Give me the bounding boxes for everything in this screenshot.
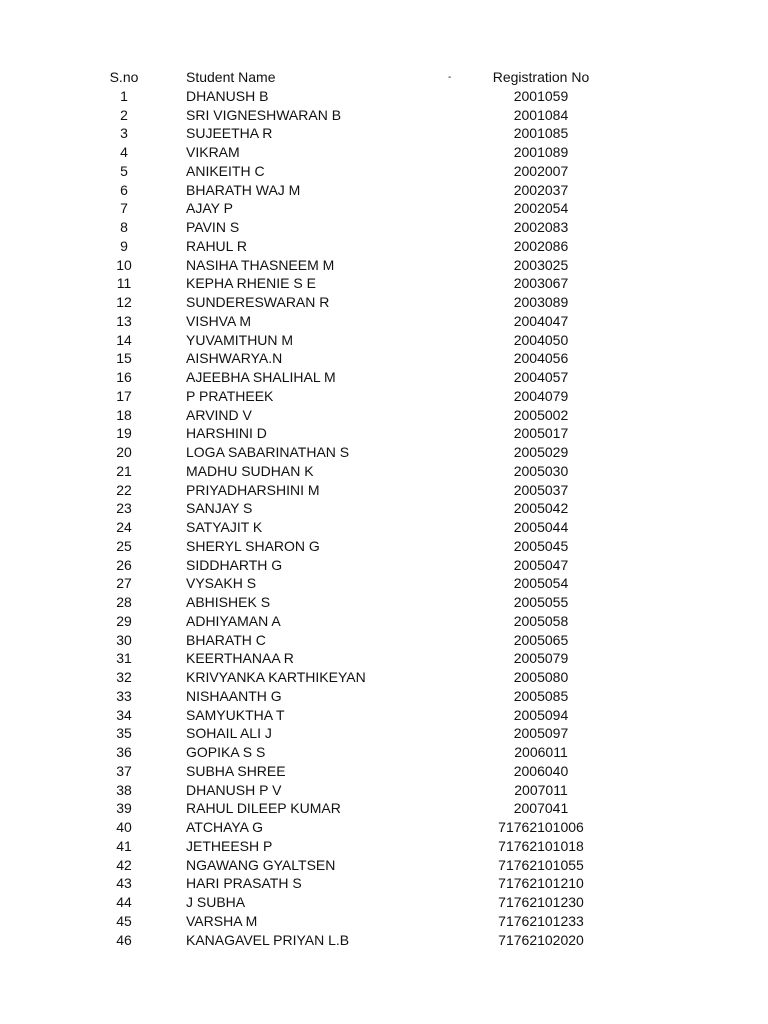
registration-no-cell: 2005029 (513, 444, 569, 460)
student-name-cell: RAHUL DILEEP KUMAR (186, 800, 341, 817)
table-row (0, 856, 768, 875)
student-name-cell: NASIHA THASNEEM M (186, 256, 335, 273)
table-row (0, 518, 768, 537)
sno-cell: 27 (116, 575, 132, 592)
table-row (0, 181, 768, 200)
registration-no-cell: 2003025 (513, 256, 569, 273)
sno-cell: 26 (116, 556, 132, 573)
sno-cell: 29 (116, 612, 132, 629)
table-row (0, 274, 768, 293)
registration-no-cell: 2005054 (513, 575, 569, 592)
table-row (0, 556, 768, 575)
sno-cell: 13 (116, 312, 132, 329)
student-list-sheet (0, 68, 768, 949)
student-name-cell: NGAWANG GYALTSEN (186, 856, 336, 873)
sno-cell: 45 (116, 912, 132, 929)
table-row (0, 912, 768, 931)
table-row (0, 124, 768, 143)
student-name-cell: YUVAMITHUN M (186, 331, 294, 348)
student-name-cell: HARSHINI D (186, 425, 267, 442)
table-row (0, 781, 768, 800)
table-row (0, 349, 768, 368)
student-name-cell: AJAY P (186, 200, 233, 217)
registration-no-cell: 2005037 (513, 481, 569, 498)
table-row (0, 406, 768, 425)
student-name-cell: JETHEESH P (186, 837, 273, 854)
table-row (0, 237, 768, 256)
registration-no-cell: 71762101055 (498, 856, 584, 873)
registration-no-cell: 2005045 (513, 537, 569, 554)
student-name-cell: RAHUL R (186, 237, 247, 254)
student-name-cell: ANIKEITH C (186, 162, 265, 179)
student-name-cell: KEERTHANAA R (186, 650, 294, 667)
registration-no-cell: 2001089 (513, 144, 569, 160)
sno-cell: 5 (120, 162, 128, 179)
registration-no-cell: 2005085 (513, 687, 569, 704)
table-row (0, 893, 768, 912)
table-header-row (0, 68, 768, 87)
student-name-cell: SUBHA SHREE (186, 762, 286, 779)
registration-no-cell: 2005079 (513, 650, 569, 667)
student-name-cell: VIKRAM (186, 144, 240, 160)
sno-cell: 33 (116, 687, 132, 704)
registration-no-cell: 2007041 (513, 800, 569, 817)
sno-cell: 43 (116, 875, 132, 892)
header-registration-no: Registration No (492, 69, 590, 85)
table-row (0, 668, 768, 687)
registration-no-cell: 2006011 (514, 744, 568, 760)
table-row (0, 443, 768, 462)
sno-cell: 32 (116, 669, 132, 685)
registration-no-cell: 2004056 (513, 350, 569, 367)
table-row (0, 743, 768, 762)
sno-cell: 30 (116, 631, 132, 648)
table-row (0, 593, 768, 612)
sno-cell: 39 (116, 800, 132, 817)
student-name-cell: GOPIKA S S (186, 744, 266, 760)
sno-cell: 21 (116, 462, 132, 479)
registration-no-cell: 2002054 (513, 200, 569, 217)
sno-cell: 1 (120, 87, 128, 104)
registration-no-cell: 2005097 (513, 725, 569, 742)
table-row (0, 687, 768, 706)
sno-cell: 42 (116, 856, 132, 873)
table-row (0, 143, 768, 162)
table-row (0, 631, 768, 650)
student-name-cell: ARVIND V (186, 406, 252, 423)
registration-no-cell: 2004057 (513, 369, 569, 385)
sno-cell: 18 (116, 406, 132, 423)
table-row (0, 574, 768, 593)
student-name-cell: DHANUSH B (186, 87, 269, 104)
student-name-cell: MADHU SUDHAN K (186, 462, 314, 479)
registration-no-cell: 2005042 (513, 500, 569, 517)
student-name-cell: AISHWARYA.N (186, 350, 283, 367)
student-name-cell: VISHVA M (186, 312, 252, 329)
table-row (0, 218, 768, 237)
student-name-cell: KEPHA RHENIE S E (186, 275, 316, 292)
registration-no-cell: 2006040 (513, 762, 569, 779)
sno-cell: 24 (116, 519, 132, 535)
registration-no-cell: 71762101018 (498, 837, 584, 854)
table-row (0, 162, 768, 181)
registration-no-cell: 2005065 (513, 631, 569, 648)
sno-cell: 8 (120, 219, 128, 235)
student-name-cell: LOGA SABARINATHAN S (186, 444, 350, 460)
table-row (0, 837, 768, 856)
sno-cell: 37 (116, 762, 132, 779)
table-row (0, 874, 768, 893)
header-student-name: Student Name (186, 69, 276, 85)
registration-no-cell: 2004047 (513, 312, 569, 329)
sno-cell: 17 (116, 387, 132, 404)
registration-no-cell: 2005080 (513, 669, 569, 685)
student-name-cell: KRIVYANKA KARTHIKEYAN (186, 669, 366, 685)
sno-cell: 16 (116, 369, 132, 385)
registration-no-cell: 2003067 (513, 275, 569, 292)
registration-no-cell: 2002037 (513, 181, 569, 198)
student-name-cell: ADHIYAMAN A (186, 612, 281, 629)
sno-cell: 4 (120, 144, 128, 160)
table-row (0, 762, 768, 781)
student-name-cell: BHARATH WAJ M (186, 181, 301, 198)
registration-no-cell: 2005047 (513, 556, 569, 573)
sno-cell: 22 (116, 481, 132, 498)
sno-cell: 40 (116, 819, 132, 835)
student-name-cell: VYSAKH S (186, 575, 257, 592)
student-name-cell: P PRATHEEK (186, 387, 274, 404)
table-row (0, 931, 768, 950)
student-name-cell: SRI VIGNESHWARAN B (186, 106, 342, 123)
registration-no-cell: 2005044 (513, 519, 569, 535)
table-row (0, 799, 768, 818)
student-name-cell: SATYAJIT K (186, 519, 263, 535)
sno-cell: 7 (120, 200, 128, 217)
registration-no-cell: 2001084 (513, 106, 569, 123)
table-row (0, 293, 768, 312)
sno-cell: 38 (116, 781, 132, 798)
sno-cell: 23 (116, 500, 132, 517)
student-name-cell: SANJAY S (186, 500, 253, 517)
table-row (0, 106, 768, 125)
table-row (0, 368, 768, 387)
student-name-cell: ATCHAYA G (186, 819, 264, 835)
student-name-cell: AJEEBHA SHALIHAL M (186, 369, 336, 385)
sno-cell: 44 (116, 894, 132, 910)
table-row (0, 424, 768, 443)
sno-cell: 2 (120, 106, 128, 123)
registration-no-cell: 71762102020 (498, 931, 584, 948)
student-name-cell: NISHAANTH G (186, 687, 282, 704)
table-row (0, 462, 768, 481)
student-name-cell: PAVIN S (186, 219, 240, 235)
registration-no-cell: 2005017 (513, 425, 569, 442)
student-name-cell: VARSHA M (186, 912, 258, 929)
sno-cell: 25 (116, 537, 132, 554)
student-name-cell: SUNDERESWARAN R (186, 294, 330, 310)
stray-mark: - (448, 72, 452, 83)
registration-no-cell: 2005002 (513, 406, 569, 423)
registration-no-cell: 2001085 (513, 125, 569, 142)
table-row (0, 481, 768, 500)
sno-cell: 12 (116, 294, 132, 310)
table-row (0, 499, 768, 518)
sno-cell: 31 (116, 650, 132, 667)
registration-no-cell: 2003089 (513, 294, 569, 310)
registration-no-cell: 71762101233 (498, 912, 584, 929)
registration-no-cell: 2002083 (513, 219, 569, 235)
registration-no-cell: 2002086 (513, 237, 569, 254)
sno-cell: 11 (116, 275, 132, 292)
table-row (0, 312, 768, 331)
sno-cell: 14 (116, 331, 132, 348)
student-name-cell: J SUBHA (186, 894, 246, 910)
student-name-cell: SAMYUKTHA T (186, 706, 285, 723)
student-name-cell: PRIYADHARSHINI M (186, 481, 320, 498)
table-row (0, 87, 768, 106)
sno-cell: 3 (120, 125, 128, 142)
registration-no-cell: 71762101210 (498, 875, 584, 892)
registration-no-cell: 2005094 (513, 706, 569, 723)
registration-no-cell: 2005055 (513, 594, 569, 610)
registration-no-cell: 2004050 (513, 331, 569, 348)
sno-cell: 36 (116, 744, 132, 760)
table-row (0, 199, 768, 218)
registration-no-cell: 71762101006 (498, 819, 584, 835)
sno-cell: 46 (116, 931, 132, 948)
student-name-cell: SOHAIL ALI J (186, 725, 272, 742)
table-row (0, 256, 768, 275)
table-row (0, 706, 768, 725)
sno-cell: 10 (116, 256, 132, 273)
student-name-cell: DHANUSH P V (186, 781, 282, 798)
sno-cell: 6 (120, 181, 128, 198)
table-row (0, 612, 768, 631)
registration-no-cell: 2002007 (513, 162, 569, 179)
registration-no-cell: 2005030 (513, 462, 569, 479)
sno-cell: 19 (116, 425, 132, 442)
table-row (0, 818, 768, 837)
student-name-cell: SIDDHARTH G (186, 556, 283, 573)
student-name-cell: KANAGAVEL PRIYAN L.B (186, 931, 350, 948)
header-sno: S.no (109, 69, 139, 85)
table-body (0, 87, 768, 950)
registration-no-cell: 2007011 (514, 781, 568, 798)
table-row (0, 537, 768, 556)
sno-cell: 15 (116, 350, 132, 367)
student-name-cell: ABHISHEK S (186, 594, 271, 610)
table-row (0, 649, 768, 668)
registration-no-cell: 2001059 (513, 87, 569, 104)
student-name-cell: HARI PRASATH S (186, 875, 302, 892)
table-row (0, 387, 768, 406)
sno-cell: 35 (116, 725, 132, 742)
sno-cell: 9 (120, 237, 128, 254)
table-row (0, 331, 768, 350)
sno-cell: 28 (116, 594, 132, 610)
table-row (0, 724, 768, 743)
student-name-cell: BHARATH C (186, 631, 266, 648)
student-name-cell: SHERYL SHARON G (186, 537, 320, 554)
registration-no-cell: 2004079 (513, 387, 569, 404)
sno-cell: 34 (116, 706, 132, 723)
sno-cell: 20 (116, 444, 132, 460)
student-name-cell: SUJEETHA R (186, 125, 273, 142)
registration-no-cell: 2005058 (513, 612, 569, 629)
sno-cell: 41 (116, 837, 132, 854)
registration-no-cell: 71762101230 (498, 894, 584, 910)
